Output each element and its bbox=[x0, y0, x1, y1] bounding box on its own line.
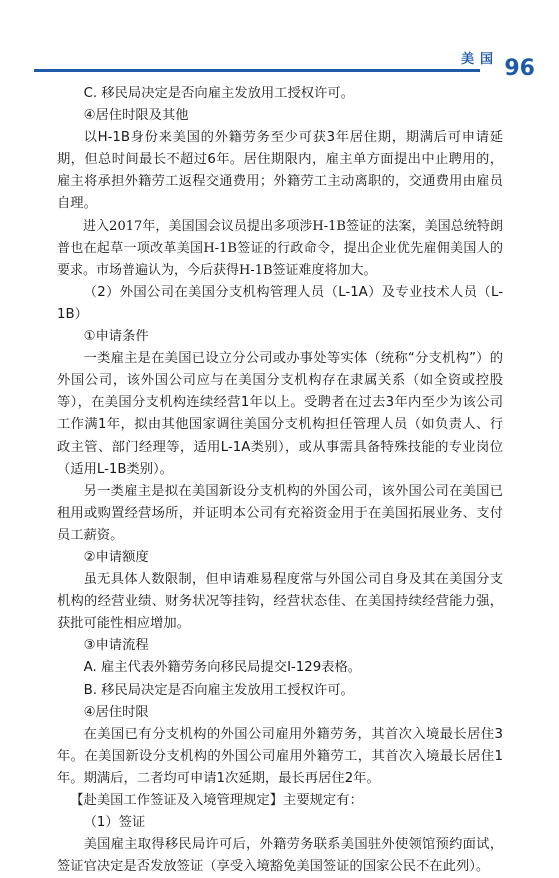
paragraph: （1）签证 bbox=[83, 815, 146, 831]
paragraph: 一类雇主是在美国已设立分公司或办事处等实体（统称“分支机构”）的外国公司，该外国公司应与在美国分支机构存在隶属关系（如全资或控股等），在美国分支机构连续经营1年以上。受聘者在过去3年内至少为该公司工作满1年，拟由其他国家调往美国分支机构担任管理人员（如负责人、行政主管、部门经理等，适用L-1A类别），或从事需具备特殊技能的专业岗位（适用L-1B类别）。 bbox=[57, 351, 503, 477]
paragraph: 以H-1B身份来美国的外籍劳务至少可获3年居住期，期满后可申请延期，但总时间最长不超过6年。居住期限内，雇主单方面提出中止聘用的，雇主将承担外籍劳工返程交通费用；外籍劳工主动离职的，交通费用由雇员自理。 bbox=[57, 130, 503, 212]
page-number: 96 bbox=[504, 56, 535, 81]
paragraph: 【赴美国工作签证及入境管理规定】主要规定有： bbox=[70, 793, 363, 808]
paragraph: ④居住时限 bbox=[83, 704, 149, 720]
paragraph: （2）外国公司在美国分支机构管理人员（L-1A）及专业技术人员（L-1B） bbox=[57, 284, 503, 322]
paragraph: ④居住时限及其他 bbox=[83, 108, 189, 124]
paragraph: 虽无具体人数限制，但申请难易程度常与外国公司自身及其在美国分支机构的经营业绩、财务状况等挂钩，经营状态佳、在美国持续经营能力强，获批可能性相应增加。 bbox=[57, 572, 503, 632]
header-country: 美国 bbox=[460, 52, 499, 67]
paragraph: 美国雇主取得移民局许可后，外籍劳务联系美国驻外使领馆预约面试，签证官决定是否发放签证（享受入境豁免美国签证的国家公民不在此列）。 bbox=[57, 837, 503, 875]
page-header bbox=[0, 0, 559, 90]
paragraph: ②申请额度 bbox=[83, 549, 149, 565]
paragraph: ①申请条件 bbox=[83, 329, 149, 345]
body-text bbox=[57, 83, 503, 878]
paragraph: B. 移民局决定是否向雇主发放用工授权许可。 bbox=[83, 682, 354, 698]
paragraph: 另一类雇主是拟在美国新设分支机构的外国公司，该外国公司在美国已租用或购置经营场所，并证明本公司有充裕资金用于在美国拓展业务、支付员工薪资。 bbox=[57, 483, 503, 543]
paragraph: 在美国已有分支机构的外国公司雇用外籍劳务，其首次入境最长居住3年。在美国新设分支机构的外国公司雇用外籍劳工，其首次入境最长居住1年。期满后，二者均可申请1次延期，最长再居住2年。 bbox=[57, 726, 503, 786]
header-rule bbox=[34, 69, 480, 72]
paragraph: A. 雇主代表外籍劳务向移民局提交I-129表格。 bbox=[83, 660, 362, 676]
paragraph: ③申请流程 bbox=[83, 638, 149, 654]
paragraph: C. 移民局决定是否向雇主发放用工授权许可。 bbox=[83, 86, 354, 101]
paragraph: 进入2017年，美国国会议员提出多项涉H-1B签证的法案，美国总统特朗普也在起草一项改革美国H-1B签证的行政命令，提出企业优先雇佣美国人的要求。市场普遍认为，今后获得H-1B签证难度将加大。 bbox=[57, 218, 503, 278]
